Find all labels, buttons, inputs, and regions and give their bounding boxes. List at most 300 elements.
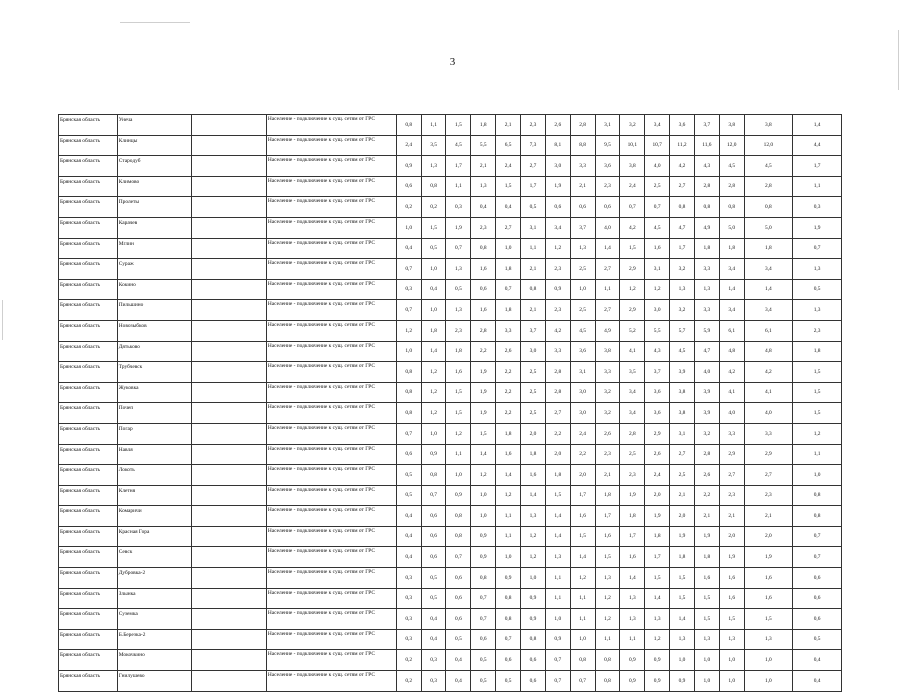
cell-value: 4,0 (744, 403, 793, 424)
cell-value: 1,4 (670, 609, 695, 630)
cell-value: 1,1 (446, 176, 471, 197)
cell-description: Население - подключение к сущ. сетям от ГРС (266, 423, 396, 444)
cell-settlement: Мглин (117, 238, 192, 259)
cell-value: 1,4 (496, 465, 521, 486)
cell-value: 1,5 (496, 176, 521, 197)
cell-value: 4,7 (670, 217, 695, 238)
cell-value: 1,4 (545, 506, 570, 527)
cell-value: 1,1 (570, 588, 595, 609)
cell-value: 3,2 (694, 423, 719, 444)
cell-value: 1,5 (793, 382, 842, 403)
cell-value: 3,7 (570, 217, 595, 238)
cell-value: 0,9 (496, 568, 521, 589)
cell-value: 0,4 (421, 609, 446, 630)
cell-value: 5,0 (744, 217, 793, 238)
cell-value: 1,6 (496, 444, 521, 465)
cell-value: 1,0 (719, 650, 744, 671)
cell-value: 2,6 (645, 444, 670, 465)
cell-value: 0,8 (471, 568, 496, 589)
cell-value: 4,5 (446, 135, 471, 156)
cell-empty (192, 259, 267, 280)
cell-value: 1,7 (446, 156, 471, 177)
cell-value: 0,4 (396, 238, 421, 259)
cell-region: Брянская область (59, 135, 118, 156)
cell-value: 2,4 (496, 156, 521, 177)
cell-value: 0,2 (396, 650, 421, 671)
cell-value: 2,2 (570, 444, 595, 465)
cell-value: 1,8 (670, 547, 695, 568)
cell-value: 5,9 (694, 320, 719, 341)
cell-region: Брянская область (59, 300, 118, 321)
cell-value: 0,5 (471, 671, 496, 692)
cell-empty (192, 403, 267, 424)
table-row (59, 609, 842, 630)
cell-value: 0,6 (496, 650, 521, 671)
cell-value: 4,9 (694, 217, 719, 238)
cell-value: 1,5 (670, 568, 695, 589)
cell-value: 2,9 (620, 300, 645, 321)
cell-value: 1,4 (595, 238, 620, 259)
cell-value: 1,3 (744, 629, 793, 650)
cell-settlement: Злынка (117, 588, 192, 609)
cell-settlement: Пролеты (117, 197, 192, 218)
cell-value: 1,5 (694, 609, 719, 630)
cell-value: 3,0 (645, 300, 670, 321)
cell-settlement: Мокочкино (117, 650, 192, 671)
cell-value: 3,2 (670, 300, 695, 321)
cell-value: 1,8 (694, 238, 719, 259)
cell-value: 0,8 (446, 526, 471, 547)
cell-value: 1,1 (496, 526, 521, 547)
cell-value: 1,8 (496, 259, 521, 280)
cell-value: 1,9 (793, 217, 842, 238)
cell-value: 4,2 (670, 156, 695, 177)
cell-settlement: Климово (117, 176, 192, 197)
cell-value: 2,1 (670, 485, 695, 506)
cell-settlement: Локоть (117, 465, 192, 486)
cell-value: 1,7 (570, 485, 595, 506)
cell-value: 1,9 (545, 176, 570, 197)
cell-value: 0,9 (446, 485, 471, 506)
cell-value: 1,0 (496, 547, 521, 568)
cell-value: 2,6 (496, 341, 521, 362)
cell-value: 0,6 (793, 609, 842, 630)
cell-value: 3,1 (570, 362, 595, 383)
cell-value: 1,8 (595, 485, 620, 506)
cell-value: 2,3 (744, 485, 793, 506)
cell-value: 1,7 (645, 547, 670, 568)
cell-value: 0,5 (421, 588, 446, 609)
cell-value: 1,4 (521, 485, 546, 506)
table-row (59, 259, 842, 280)
cell-value: 0,7 (396, 300, 421, 321)
cell-value: 4,4 (793, 135, 842, 156)
cell-value: 6,5 (496, 135, 521, 156)
cell-value: 1,1 (595, 629, 620, 650)
table-row (59, 588, 842, 609)
cell-value: 0,8 (793, 485, 842, 506)
cell-value: 1,3 (570, 238, 595, 259)
cell-value: 0,8 (471, 238, 496, 259)
cell-settlement: Почеп (117, 403, 192, 424)
cell-value: 1,9 (744, 547, 793, 568)
cell-value: 2,5 (570, 259, 595, 280)
cell-value: 0,4 (793, 671, 842, 692)
cell-value: 1,8 (620, 506, 645, 527)
cell-value: 2,0 (670, 506, 695, 527)
cell-value: 2,3 (595, 176, 620, 197)
cell-empty (192, 382, 267, 403)
cell-value: 2,4 (570, 423, 595, 444)
cell-settlement: Суземка (117, 609, 192, 630)
cell-value: 1,6 (719, 588, 744, 609)
cell-value: 4,0 (694, 362, 719, 383)
cell-value: 3,1 (521, 217, 546, 238)
cell-value: 4,5 (645, 217, 670, 238)
cell-value: 1,6 (521, 465, 546, 486)
cell-empty (192, 547, 267, 568)
cell-value: 0,7 (471, 609, 496, 630)
cell-value: 2,7 (521, 156, 546, 177)
cell-value: 10,1 (620, 135, 645, 156)
cell-value: 0,4 (471, 197, 496, 218)
cell-empty (192, 156, 267, 177)
cell-value: 1,3 (694, 279, 719, 300)
cell-value: 1,0 (719, 671, 744, 692)
cell-value: 3,3 (545, 341, 570, 362)
cell-value: 0,8 (744, 197, 793, 218)
cell-value: 3,5 (620, 362, 645, 383)
cell-value: 0,6 (421, 547, 446, 568)
cell-value: 1,0 (496, 238, 521, 259)
cell-empty (192, 135, 267, 156)
cell-value: 1,0 (521, 568, 546, 589)
cell-value: 2,7 (595, 300, 620, 321)
cell-value: 0,7 (545, 650, 570, 671)
cell-empty (192, 609, 267, 630)
cell-value: 0,3 (446, 197, 471, 218)
table-row (59, 156, 842, 177)
cell-value: 2,5 (645, 176, 670, 197)
cell-description: Население - подключение к сущ. сетям от ГРС (266, 300, 396, 321)
cell-value: 3,1 (645, 259, 670, 280)
cell-value: 1,5 (694, 588, 719, 609)
cell-value: 0,2 (396, 197, 421, 218)
cell-value: 4,3 (645, 341, 670, 362)
cell-value: 1,1 (496, 506, 521, 527)
cell-value: 2,7 (595, 259, 620, 280)
cell-settlement: Красная Гора (117, 526, 192, 547)
cell-value: 1,3 (545, 547, 570, 568)
cell-value: 2,6 (595, 423, 620, 444)
cell-value: 8,8 (570, 135, 595, 156)
table-row (59, 362, 842, 383)
cell-value: 0,4 (793, 650, 842, 671)
cell-settlement: Новозыбков (117, 320, 192, 341)
cell-value: 2,3 (719, 485, 744, 506)
cell-value: 1,2 (421, 382, 446, 403)
cell-value: 1,7 (595, 506, 620, 527)
cell-value: 0,9 (620, 650, 645, 671)
cell-value: 1,3 (645, 609, 670, 630)
cell-value: 2,7 (719, 465, 744, 486)
cell-value: 3,7 (645, 362, 670, 383)
cell-value: 4,1 (620, 341, 645, 362)
cell-value: 9,5 (595, 135, 620, 156)
cell-value: 1,8 (793, 341, 842, 362)
cell-value: 0,2 (421, 197, 446, 218)
table-row (59, 300, 842, 321)
cell-value: 0,4 (421, 629, 446, 650)
cell-description: Население - подключение к сущ. сетям от ГРС (266, 547, 396, 568)
cell-region: Брянская область (59, 650, 118, 671)
cell-value: 0,9 (471, 547, 496, 568)
cell-value: 0,6 (446, 568, 471, 589)
cell-value: 1,2 (620, 279, 645, 300)
cell-value: 1,6 (595, 526, 620, 547)
cell-value: 0,6 (545, 197, 570, 218)
cell-value: 3,6 (595, 156, 620, 177)
cell-settlement: Дубровка-2 (117, 568, 192, 589)
cell-value: 1,7 (793, 156, 842, 177)
cell-value: 0,4 (446, 650, 471, 671)
cell-value: 1,9 (471, 403, 496, 424)
table-row (59, 238, 842, 259)
cell-value: 1,8 (496, 423, 521, 444)
cell-value: 1,0 (446, 465, 471, 486)
cell-value: 0,6 (421, 526, 446, 547)
cell-value: 3,3 (744, 423, 793, 444)
cell-value: 1,3 (670, 629, 695, 650)
cell-value: 2,5 (670, 465, 695, 486)
cell-description: Население - подключение к сущ. сетям от ГРС (266, 341, 396, 362)
cell-value: 11,6 (694, 135, 719, 156)
cell-value: 1,6 (694, 568, 719, 589)
cell-region: Брянская область (59, 217, 118, 238)
cell-value: 1,5 (670, 588, 695, 609)
cell-value: 2,6 (545, 115, 570, 136)
cell-value: 1,4 (744, 279, 793, 300)
cell-value: 1,8 (421, 320, 446, 341)
cell-value: 2,0 (719, 526, 744, 547)
cell-region: Брянская область (59, 320, 118, 341)
cell-value: 0,8 (719, 197, 744, 218)
cell-value: 3,8 (620, 156, 645, 177)
cell-value: 1,2 (570, 568, 595, 589)
cell-empty (192, 300, 267, 321)
table-row (59, 485, 842, 506)
cell-description: Население - подключение к сущ. сетям от ГРС (266, 650, 396, 671)
cell-value: 1,7 (670, 238, 695, 259)
cell-value: 1,3 (421, 156, 446, 177)
cell-value: 2,1 (694, 506, 719, 527)
cell-value: 0,9 (645, 671, 670, 692)
cell-value: 3,4 (645, 115, 670, 136)
cell-value: 1,6 (645, 238, 670, 259)
cell-value: 1,9 (719, 547, 744, 568)
cell-value: 0,3 (396, 279, 421, 300)
cell-value: 4,8 (719, 341, 744, 362)
cell-value: 3,4 (744, 300, 793, 321)
cell-value: 0,7 (496, 629, 521, 650)
cell-description: Население - подключение к сущ. сетям от ГРС (266, 609, 396, 630)
cell-region: Брянская область (59, 526, 118, 547)
cell-region: Брянская область (59, 465, 118, 486)
cell-value: 0,6 (446, 609, 471, 630)
cell-value: 1,5 (421, 217, 446, 238)
cell-value: 0,6 (570, 197, 595, 218)
cell-value: 1,1 (793, 176, 842, 197)
cell-value: 0,7 (446, 238, 471, 259)
cell-value: 0,7 (793, 547, 842, 568)
cell-value: 1,9 (620, 485, 645, 506)
cell-empty (192, 238, 267, 259)
table-row (59, 135, 842, 156)
cell-value: 1,9 (446, 217, 471, 238)
cell-value: 3,3 (694, 259, 719, 280)
cell-value: 2,9 (645, 423, 670, 444)
cell-value: 1,0 (670, 650, 695, 671)
cell-settlement: Пильшино (117, 300, 192, 321)
cell-value: 1,5 (719, 609, 744, 630)
cell-value: 0,7 (645, 197, 670, 218)
cell-value: 0,3 (793, 197, 842, 218)
cell-value: 10,7 (645, 135, 670, 156)
cell-value: 0,7 (570, 671, 595, 692)
cell-value: 3,4 (719, 259, 744, 280)
cell-region: Брянская область (59, 609, 118, 630)
cell-value: 2,7 (670, 176, 695, 197)
cell-value: 1,5 (620, 238, 645, 259)
table-row (59, 197, 842, 218)
cell-value: 0,3 (396, 568, 421, 589)
cell-value: 1,3 (620, 588, 645, 609)
cell-value: 2,7 (545, 403, 570, 424)
cell-region: Брянская область (59, 506, 118, 527)
cell-value: 3,2 (670, 259, 695, 280)
cell-value: 0,8 (570, 650, 595, 671)
cell-value: 4,1 (744, 382, 793, 403)
cell-value: 3,3 (496, 320, 521, 341)
cell-empty (192, 588, 267, 609)
cell-value: 1,1 (793, 444, 842, 465)
cell-value: 1,6 (471, 300, 496, 321)
cell-region: Брянская область (59, 259, 118, 280)
cell-value: 0,7 (396, 423, 421, 444)
cell-empty (192, 650, 267, 671)
cell-value: 1,5 (793, 362, 842, 383)
cell-value: 1,0 (471, 485, 496, 506)
cell-value: 11,2 (670, 135, 695, 156)
cell-empty (192, 176, 267, 197)
cell-value: 1,0 (396, 341, 421, 362)
cell-value: 0,4 (496, 197, 521, 218)
table-row (59, 320, 842, 341)
cell-value: 2,3 (793, 320, 842, 341)
cell-settlement: Стародуб (117, 156, 192, 177)
cell-description: Население - подключение к сущ. сетям от ГРС (266, 320, 396, 341)
cell-settlement: Гнилушево (117, 671, 192, 692)
cell-value: 1,3 (595, 568, 620, 589)
cell-value: 2,3 (471, 217, 496, 238)
scan-mark-top (120, 22, 190, 23)
cell-value: 0,9 (670, 671, 695, 692)
cell-value: 1,4 (620, 568, 645, 589)
cell-value: 1,7 (521, 176, 546, 197)
cell-description: Население - подключение к сущ. сетям от ГРС (266, 279, 396, 300)
cell-value: 0,7 (396, 259, 421, 280)
cell-value: 2,2 (496, 403, 521, 424)
cell-value: 2,8 (570, 115, 595, 136)
cell-value: 5,5 (471, 135, 496, 156)
cell-value: 3,4 (719, 300, 744, 321)
cell-value: 1,2 (645, 279, 670, 300)
cell-value: 4,5 (670, 341, 695, 362)
cell-value: 3,4 (545, 217, 570, 238)
cell-value: 1,4 (645, 588, 670, 609)
cell-description: Население - подключение к сущ. сетям от ГРС (266, 135, 396, 156)
cell-description: Население - подключение к сущ. сетям от ГРС (266, 156, 396, 177)
cell-value: 1,8 (496, 300, 521, 321)
cell-value: 1,6 (471, 259, 496, 280)
cell-region: Брянская область (59, 115, 118, 136)
cell-value: 1,5 (471, 423, 496, 444)
cell-value: 0,6 (471, 629, 496, 650)
cell-value: 1,2 (446, 423, 471, 444)
cell-value: 0,6 (471, 279, 496, 300)
cell-value: 1,9 (471, 362, 496, 383)
cell-empty (192, 197, 267, 218)
cell-value: 3,4 (744, 259, 793, 280)
cell-value: 3,3 (694, 300, 719, 321)
cell-value: 3,6 (645, 382, 670, 403)
cell-value: 0,8 (521, 629, 546, 650)
cell-value: 2,5 (620, 444, 645, 465)
cell-value: 0,6 (446, 588, 471, 609)
cell-value: 0,7 (421, 485, 446, 506)
cell-value: 0,9 (421, 444, 446, 465)
cell-value: 0,3 (421, 650, 446, 671)
cell-value: 1,5 (645, 568, 670, 589)
cell-value: 1,0 (570, 629, 595, 650)
cell-value: 0,9 (396, 156, 421, 177)
cell-value: 0,6 (793, 568, 842, 589)
cell-value: 1,9 (645, 506, 670, 527)
cell-value: 4,0 (595, 217, 620, 238)
cell-value: 0,9 (645, 650, 670, 671)
cell-value: 0,5 (396, 465, 421, 486)
cell-description: Население - подключение к сущ. сетям от ГРС (266, 217, 396, 238)
cell-value: 1,2 (545, 238, 570, 259)
cell-empty (192, 217, 267, 238)
cell-value: 0,9 (521, 588, 546, 609)
cell-value: 1,5 (595, 547, 620, 568)
cell-value: 0,5 (421, 568, 446, 589)
cell-empty (192, 341, 267, 362)
cell-region: Брянская область (59, 197, 118, 218)
cell-value: 1,2 (421, 403, 446, 424)
cell-value: 1,2 (645, 629, 670, 650)
cell-settlement: Карачев (117, 217, 192, 238)
cell-value: 0,8 (496, 609, 521, 630)
cell-value: 0,5 (521, 197, 546, 218)
cell-empty (192, 671, 267, 692)
cell-empty (192, 485, 267, 506)
cell-region: Брянская область (59, 568, 118, 589)
cell-region: Брянская область (59, 362, 118, 383)
cell-value: 2,8 (545, 362, 570, 383)
scan-mark-left (2, 300, 3, 340)
